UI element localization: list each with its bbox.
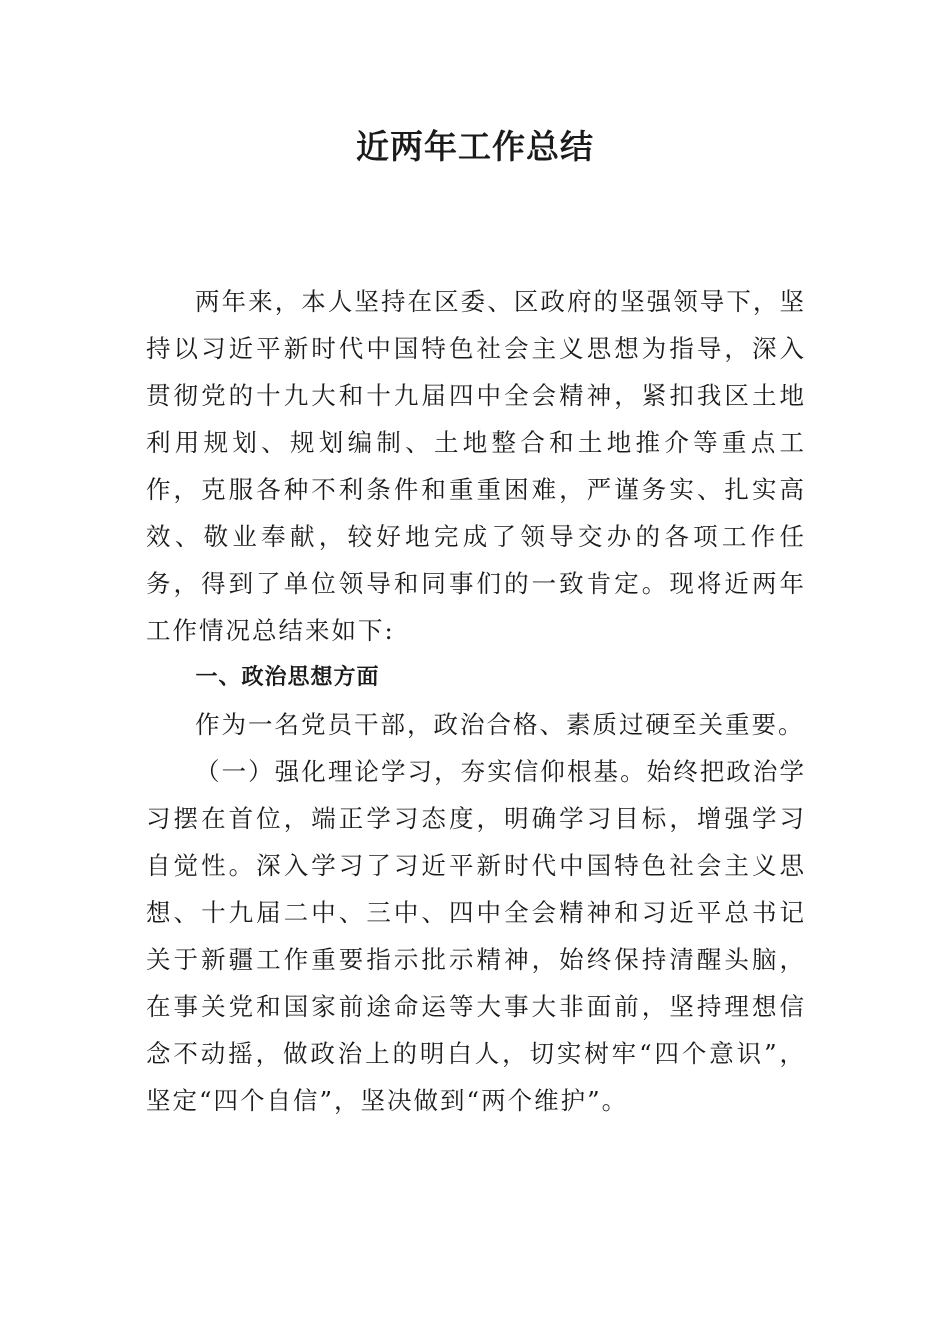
section-item-paragraph: （一）强化理论学习，夯实信仰根基。始终把政治学习摆在首位，端正学习态度，明确学习目标，增强学习自觉性。深入学习了习近平新时代中国特色社会主义思想、十九届二中、三中、四中全会精神和习近平总书记关于新疆工作重要指示批示精神，始终保持清醒头脑，在事关党和国家前途命运等大事大非面前，坚持理想信念不动摇，做政治上的明白人，切实树牢“四个意识”，坚定“四个自信”，坚决做到“两个维护”。 bbox=[146, 757, 806, 1115]
section-intro-paragraph: 作为一名党员干部，政治合格、素质过硬至关重要。 bbox=[195, 710, 805, 739]
document-title: 近两年工作总结 bbox=[356, 127, 594, 166]
section-heading-political: 一、政治思想方面 bbox=[195, 665, 380, 690]
document-body bbox=[146, 278, 806, 1124]
intro-paragraph: 两年来，本人坚持在区委、区政府的坚强领导下，坚持以习近平新时代中国特色社会主义思想为指导，深入贯彻党的十九大和十九届四中全会精神，紧扣我区土地利用规划、规划编制、土地整合和土地推介等重点工作，克服各种不利条件和重重困难，严谨务实、扎实高效、敬业奉献，较好地完成了领导交办的各项工作任务，得到了单位领导和同事们的一致肯定。现将近两年工作情况总结来如下: bbox=[146, 287, 806, 645]
